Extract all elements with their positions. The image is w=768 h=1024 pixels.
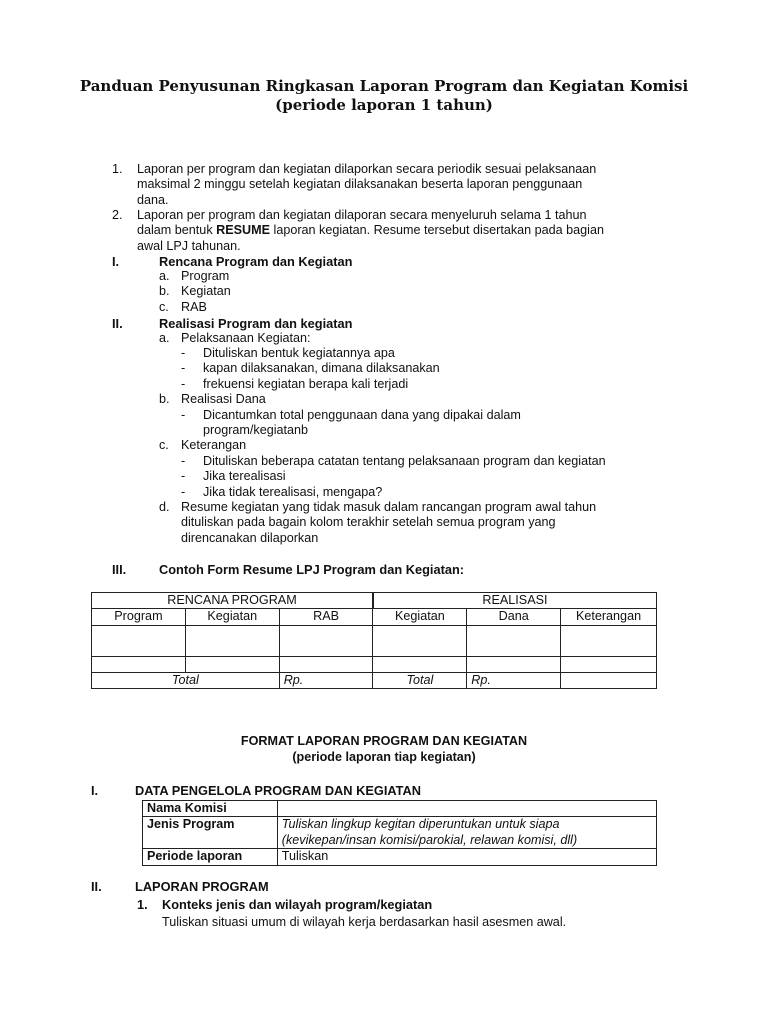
list-text: dituliskan pada bagain kolom terakhir setelah semua program yang [181, 515, 556, 530]
bullet-text: Dituliskan bentuk kegiatannya apa [203, 346, 395, 360]
data-section-num: I. [91, 783, 99, 798]
laporan-section-title: LAPORAN PROGRAM [135, 879, 269, 894]
bullet-item: - Dicantumkan total penggunaan dana yang dipakai dalam [181, 408, 521, 422]
list-item [159, 284, 231, 299]
bullet-text: Jika tidak terealisasi, mengapa? [203, 484, 383, 499]
table-cell[interactable] [92, 656, 186, 672]
col-header: Kegiatan [185, 609, 279, 625]
section-2-num: II. [112, 316, 123, 331]
row-value[interactable] [277, 817, 656, 849]
resume-table [91, 592, 657, 689]
point-2-pre: dalam bentuk [137, 223, 217, 238]
section-2-c [159, 438, 246, 453]
point-2-num: 2. [112, 208, 123, 222]
section-2-a [159, 331, 311, 346]
laporan-section-num: II. [91, 879, 102, 894]
col-header: Kegiatan [373, 609, 467, 625]
point-1-num: 1. [112, 162, 123, 176]
list-letter: a. [159, 331, 170, 345]
format-subtitle: (periode laporan tiap kegiatan) [292, 750, 476, 764]
total-label: Total [92, 672, 280, 688]
row-value-line: Tuliskan lingkup kegitan diperuntukan untuk siapa [281, 817, 560, 832]
table-row [143, 817, 657, 849]
section-2-b-bullets [181, 408, 521, 439]
col-header: Keterangan [561, 609, 657, 625]
point-1-line: maksimal 2 minggu setelah kegiatan dilaksanakan beserta laporan penggunaan [137, 177, 583, 192]
list-letter: b. [159, 392, 170, 406]
bullet-text: kapan dilaksanakan, dimana dilaksanakan [203, 361, 440, 376]
bullet-text: program/kegiatanb [203, 423, 309, 438]
bullet-text: Dituliskan beberapa catatan tentang pelaksanaan program dan kegiatan [203, 454, 606, 468]
row-label: Periode laporan [143, 849, 278, 865]
list-item [159, 269, 231, 284]
table-cell[interactable] [561, 672, 657, 688]
total-row [92, 672, 657, 688]
bullet-item: - Dituliskan beberapa catatan tentang pelaksanaan program dan kegiatan [181, 454, 606, 468]
section-3-num: III. [112, 562, 127, 577]
list-letter: d. [159, 500, 170, 514]
col-header: RAB [279, 609, 373, 625]
total-label: Total [373, 672, 467, 688]
laporan-item-num: 1. [137, 897, 148, 912]
table-row [92, 625, 657, 656]
group-realisasi: REALISASI [373, 593, 657, 609]
row-value-line: (kevikepan/insan komisi/parokial, relawan komisi, dll) [281, 832, 578, 847]
group-rencana: RENCANA PROGRAM [92, 593, 373, 609]
list-text: Pelaksanaan Kegiatan: [181, 331, 311, 345]
bullet-item: - Jika tidak terealisasi, mengapa? [181, 484, 383, 499]
section-1-title: Rencana Program dan Kegiatan [159, 254, 353, 269]
table-cell[interactable] [561, 625, 657, 656]
section-2-a-bullets [181, 346, 440, 392]
bullet-item: - Dituliskan bentuk kegiatannya apa [181, 346, 395, 360]
table-cell[interactable] [467, 656, 561, 672]
point-1-text [137, 162, 596, 208]
table-cell[interactable] [561, 656, 657, 672]
list-text: direncanakan dilaporkan [181, 530, 319, 545]
row-value[interactable] [277, 801, 656, 817]
laporan-item-title: Konteks jenis dan wilayah program/kegiatan [162, 897, 433, 912]
table-cell[interactable] [185, 656, 279, 672]
table-cell[interactable] [467, 625, 561, 656]
row-value[interactable]: Tuliskan [277, 849, 656, 865]
list-text: Keterangan [181, 438, 247, 452]
table-row [92, 656, 657, 672]
col-header: Program [92, 609, 186, 625]
rp-label: Rp. [279, 672, 373, 688]
data-section-title: DATA PENGELOLA PROGRAM DAN KEGIATAN [135, 783, 422, 798]
section-2-c-bullets [181, 454, 606, 500]
list-text: RAB [181, 299, 207, 314]
point-1-line: Laporan per program dan kegiatan dilaporkan secara periodik sesuai pelaksanaan [137, 162, 597, 176]
table-row [143, 849, 657, 865]
point-2-line: Laporan per program dan kegiatan dilaporan secara menyeluruh selama 1 tahun [137, 208, 587, 222]
section-2-title: Realisasi Program dan kegiatan [159, 316, 353, 331]
bullet-text: Jika terealisasi [203, 469, 286, 484]
section-1-list [159, 269, 231, 315]
table-cell[interactable] [373, 656, 467, 672]
doc-subtitle: (periode laporan 1 tahun) [275, 96, 493, 114]
table-cell[interactable] [92, 625, 186, 656]
format-title: FORMAT LAPORAN PROGRAM DAN KEGIATAN [240, 734, 528, 748]
table-cell[interactable] [279, 656, 373, 672]
list-letter: a. [159, 269, 170, 283]
point-2-line: awal LPJ tahunan. [137, 238, 241, 253]
doc-title: Panduan Penyusunan Ringkasan Laporan Program dan Kegiatan Komisi [79, 77, 689, 95]
bullet-item [181, 423, 521, 438]
bullet-item: - Jika terealisasi [181, 469, 286, 484]
rp-label: Rp. [467, 672, 561, 688]
row-label: Nama Komisi [143, 801, 278, 817]
point-2-line [137, 223, 604, 238]
bullet-item: - kapan dilaksanakan, dimana dilaksanakan [181, 361, 440, 376]
point-1-line: dana. [137, 192, 169, 207]
list-text: Kegiatan [181, 284, 231, 299]
laporan-item-body: Tuliskan situasi umum di wilayah kerja berdasarkan hasil asesmen awal. [162, 915, 567, 929]
section-3-title: Contoh Form Resume LPJ Program dan Kegiatan: [159, 562, 465, 577]
bullet-text: Dicantumkan total penggunaan dana yang dipakai dalam [203, 408, 521, 422]
list-letter: b. [159, 284, 170, 299]
table-cell[interactable] [279, 625, 373, 656]
list-text: Program [181, 269, 230, 283]
list-text: Realisasi Dana [181, 392, 266, 406]
list-item [159, 300, 231, 315]
table-cell[interactable] [185, 625, 279, 656]
list-letter: c. [159, 299, 169, 314]
col-header: Dana [467, 609, 561, 625]
bullet-item: - frekuensi kegiatan berapa kali terjadi [181, 376, 409, 391]
data-table [142, 800, 657, 866]
row-label: Jenis Program [143, 817, 278, 849]
point-2-text [137, 208, 604, 254]
point-2-post: laporan kegiatan. Resume tersebut disertakan pada bagian [270, 223, 604, 238]
point-2-bold: RESUME [216, 223, 271, 238]
list-letter: c. [159, 438, 169, 452]
table-row [143, 801, 657, 817]
bullet-text: frekuensi kegiatan berapa kali terjadi [203, 376, 409, 391]
section-2-b [159, 392, 266, 407]
list-text: Resume kegiatan yang tidak masuk dalam rancangan program awal tahun [181, 500, 597, 514]
section-1-num: I. [112, 254, 120, 269]
table-cell[interactable] [373, 625, 467, 656]
section-2-d [159, 500, 596, 546]
